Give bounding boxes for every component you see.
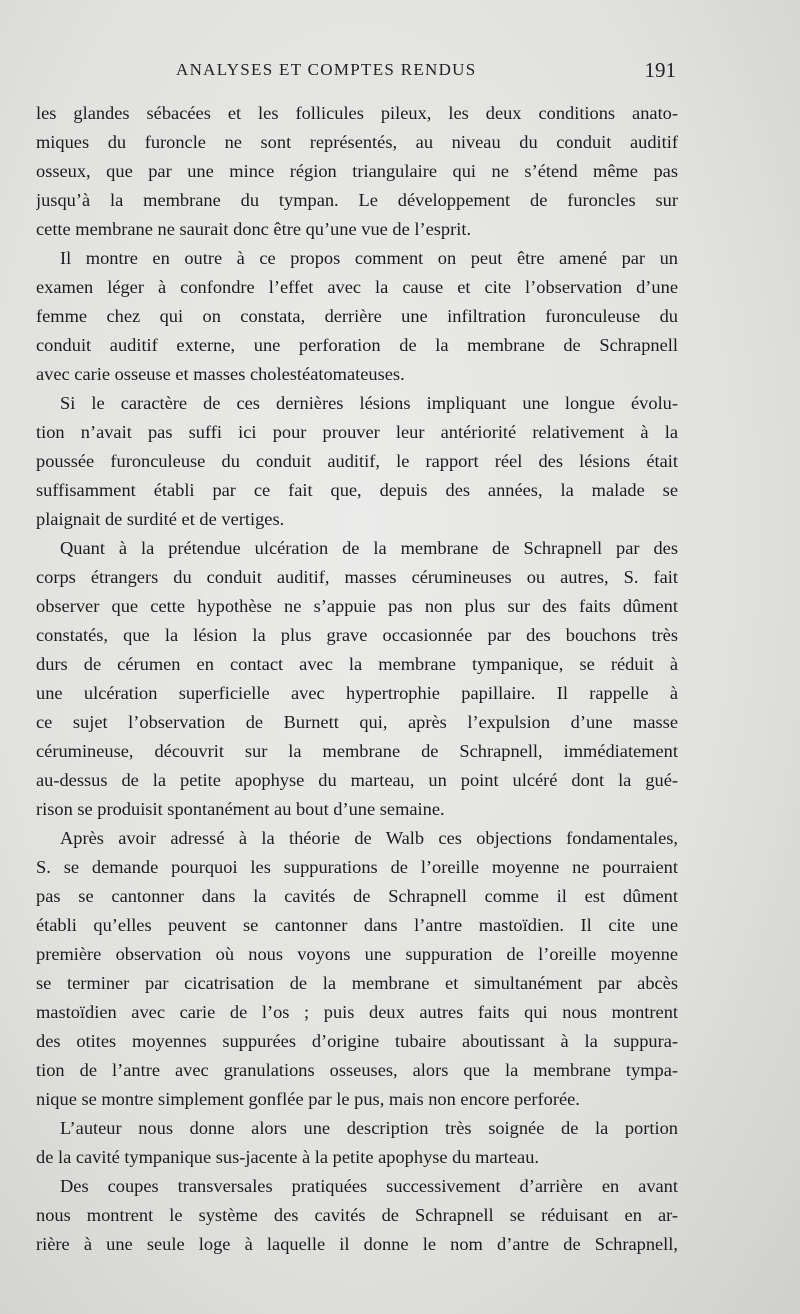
text-line: jusqu’à la membrane du tympan. Le développement de furoncles sur <box>36 190 678 210</box>
text-line: L’auteur nous donne alors une description très soignée de la portion <box>60 1118 678 1138</box>
text-line: première observation où nous voyons une suppuration de l’oreille moyenne <box>36 944 678 964</box>
text-line: Des coupes transversales pratiquées successivement d’arrière en avant <box>60 1176 678 1196</box>
running-head <box>36 58 676 88</box>
text-line: femme chez qui on constata, derrière une infiltration furonculeuse du <box>36 306 678 326</box>
text-line: durs de cérumen en contact avec la membrane tympanique, se réduit à <box>36 654 678 674</box>
text-line: S. se demande pourquoi les suppurations de l’oreille moyenne ne pourraient <box>36 857 678 877</box>
text-line: des otites moyennes suppurées d’origine tubaire aboutissant à la suppura- <box>36 1031 678 1051</box>
body-text <box>36 99 678 1259</box>
text-line: plaignait de surdité et de vertiges. <box>36 509 285 529</box>
text-line: tion n’avait pas suffi ici pour prouver leur antériorité relativement à la <box>36 422 678 442</box>
text-line: corps étrangers du conduit auditif, masses cérumineuses ou autres, S. fait <box>36 567 678 587</box>
text-line: Quant à la prétendue ulcération de la membrane de Schrapnell par des <box>60 538 678 558</box>
text-line: pas se cantonner dans la cavités de Schrapnell comme il est dûment <box>36 886 678 906</box>
text-line: rison se produisit spontanément au bout d’une semaine. <box>36 799 445 819</box>
text-line: poussée furonculeuse du conduit auditif, le rapport réel des lésions était <box>36 451 678 471</box>
text-line: miques du furoncle ne sont représentés, au niveau du conduit auditif <box>36 132 678 152</box>
text-line: Après avoir adressé à la théorie de Walb ces objections fondamentales, <box>60 828 678 848</box>
text-line: cérumineuse, découvrit sur la membrane de Schrapnell, immédiatement <box>36 741 678 761</box>
text-line: avec carie osseuse et masses cholestéatomateuses. <box>36 364 405 384</box>
text-line: une ulcération superficielle avec hypertrophie papillaire. Il rappelle à <box>36 683 678 703</box>
text-line: se terminer par cicatrisation de la membrane et simultanément par abcès <box>36 973 678 993</box>
page-number: 191 <box>644 58 676 82</box>
text-line: tion de l’antre avec granulations osseuses, alors que la membrane tympa- <box>36 1060 678 1080</box>
text-line: ce sujet l’observation de Burnett qui, après l’expulsion d’une masse <box>36 712 678 732</box>
text-line: mastoïdien avec carie de l’os ; puis deux autres faits qui nous montrent <box>36 1002 678 1022</box>
text-line: Si le caractère de ces dernières lésions impliquant une longue évolu- <box>60 393 678 413</box>
running-title: ANALYSES ET COMPTES RENDUS <box>176 60 477 79</box>
text-line: observer que cette hypothèse ne s’appuie pas non plus sur des faits dûment <box>36 596 678 616</box>
text-line: rière à une seule loge à laquelle il donne le nom d’antre de Schrapnell, <box>36 1234 678 1254</box>
text-line: examen léger à confondre l’effet avec la cause et cite l’observation d’une <box>36 277 678 297</box>
text-line: nique se montre simplement gonflée par le pus, mais non encore perforée. <box>36 1089 580 1109</box>
text-line: conduit auditif externe, une perforation de la membrane de Schrapnell <box>36 335 678 355</box>
text-line: les glandes sébacées et les follicules pileux, les deux conditions anato- <box>36 103 678 123</box>
text-line: osseux, que par une mince région triangulaire qui ne s’étend même pas <box>36 161 678 181</box>
text-line: au-dessus de la petite apophyse du marteau, un point ulcéré dont la gué- <box>36 770 678 790</box>
text-line: cette membrane ne saurait donc être qu’une vue de l’esprit. <box>36 219 472 239</box>
text-line: Il montre en outre à ce propos comment on peut être amené par un <box>60 248 678 268</box>
text-line: constatés, que la lésion la plus grave occasionnée par des bouchons très <box>36 625 678 645</box>
text-line: suffisamment établi par ce fait que, depuis des années, la malade se <box>36 480 678 500</box>
text-line: établi qu’elles peuvent se cantonner dans l’antre mastoïdien. Il cite une <box>36 915 678 935</box>
text-line: de la cavité tympanique sus-jacente à la petite apophyse du marteau. <box>36 1147 539 1167</box>
text-line: nous montrent le système des cavités de Schrapnell se réduisant en ar- <box>36 1205 678 1225</box>
